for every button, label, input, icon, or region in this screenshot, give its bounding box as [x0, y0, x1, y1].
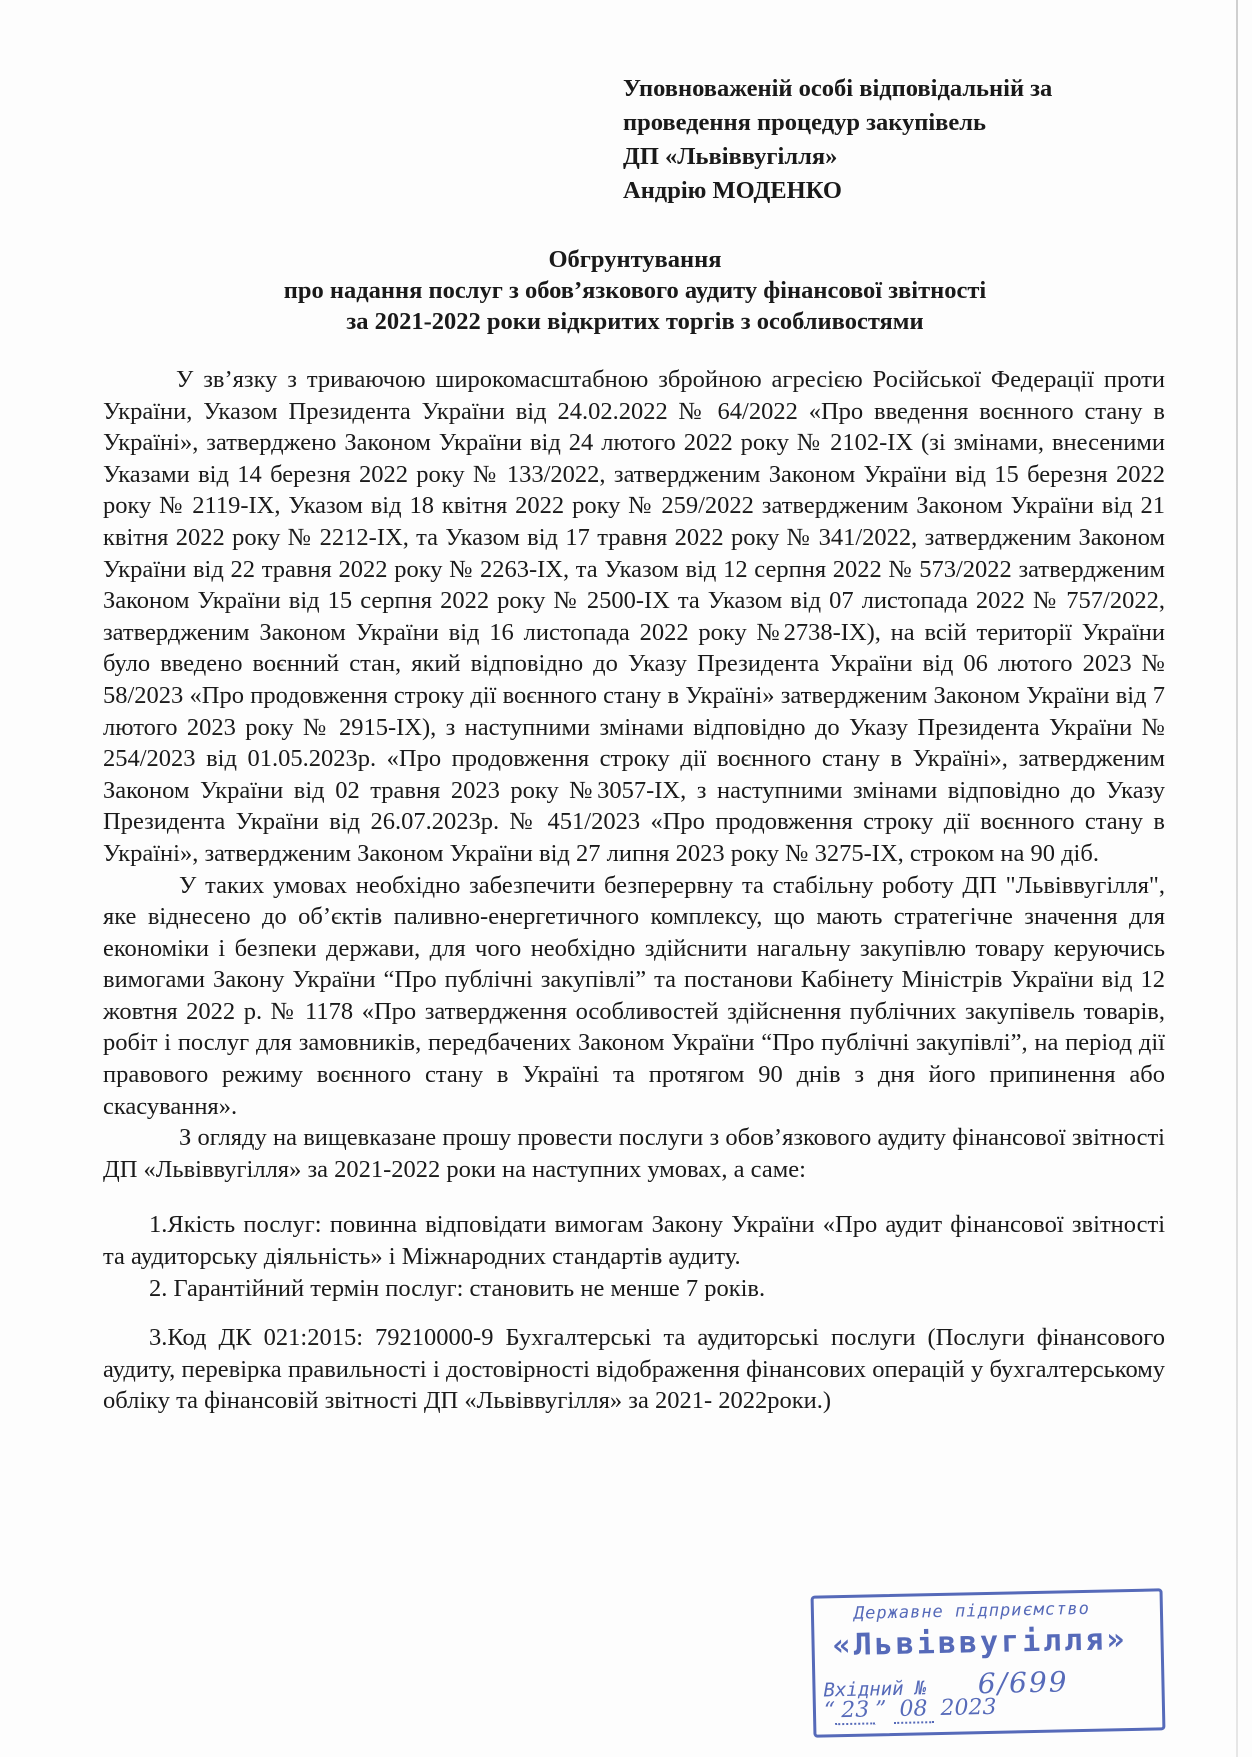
document-title: [110, 244, 1160, 337]
registration-stamp: [811, 1588, 1166, 1737]
paragraph: У таких умовах необхідно забезпечити безперервну та стабільну роботу ДП "Львіввугілля", яке віднесено до об’єктів паливно-енергетичного комплексу, що мають стратегічне значення для економіки і безпеки держави, для чого необхідно здійснити нагальну закупівлю товару керуючись вимогами Закону України “Про публічні закупівлі” та постанови Кабінету Міністрів України від 12 жовтня 2022 р. № 1178 «Про затвердження особливостей здійснення публічних закупівель товарів, робіт і послуг для замовників, передбачених Законом України “Про публічні закупівлі”, на період дії правового режиму воєнного стану в Україні та протягом 90 днів з дня його припинення або скасування».: [103, 871, 1165, 1120]
addressee-line: Уповноваженій особі відповідальній за: [623, 75, 1053, 102]
stamp-day: 23: [835, 1697, 876, 1725]
scan-edge: [1236, 0, 1238, 1757]
condition-item: 2. Гарантійний термін послуг: становить не менше 7 років.: [149, 1274, 766, 1302]
stamp-incoming-label: Вхідний №: [823, 1677, 927, 1702]
stamp-org-type: Державне підприємство: [853, 1598, 1091, 1624]
stamp-year-suffix: 23: [968, 1694, 997, 1721]
title-line: про надання послуг з обов’язкового аудиту фінансової звітності: [283, 277, 987, 304]
title-line: Обгрунтування: [548, 246, 722, 273]
addressee-line: ДП «Львіввугілля»: [623, 143, 838, 170]
paragraph: З огляду на вищевказане прошу провести послуги з обов’язкового аудиту фінансової звітності ДП «Львіввугілля» за 2021-2022 роки на наступних умовах, а саме:: [103, 1124, 1165, 1183]
title-line: за 2021-2022 роки відкритих торгів з особливостями: [346, 308, 924, 335]
condition-item: 1.Якість послуг: повинна відповідати вимогам Закону України «Про аудит фінансової звітності та аудиторську діяльність» і Міжнародних стандартів аудиту.: [103, 1211, 1165, 1271]
document-body: [103, 364, 1165, 1417]
addressee-name: Андрію МОДЕНКО: [623, 177, 842, 204]
stamp-org-name: «Львіввугілля»: [832, 1622, 1128, 1664]
stamp-month: 08: [893, 1696, 934, 1724]
addressee-line: проведення процедур закупівель: [623, 109, 986, 136]
stamp-year-prefix: 20: [940, 1695, 969, 1722]
addressee-block: [623, 72, 1183, 208]
paragraph: У зв’язку з триваючою широкомасштабною збройною агресією Російської Федерації проти України, Указом Президента України від 24.02.2022 № 64/2022 «Про введення воєнного стану в Україні», затверджено Законом України від 24 лютого 2022 року № 2102-IX (зі змінами, внесеними Указами від 14 березня 2022 року № 133/2022, затвердженим Законом України від 15 березня 2022 року № 2119-IX, Указом від 18 квітня 2022 року № 259/2022 затвердженим Законом України від 21 квітня 2022 року № 2212-IX, та Указом від 17 травня 2022 року № 341/2022, затвердженим Законом України від 22 травня 2022 року № 2263-IX, та Указом від 12 серпня 2022 № 573/2022 затвердженим Законом України від 15 серпня 2022 року № 2500-IX та Указом від 07 листопада 2022 № 757/2022, затвердженим Законом України від 16 листопада 2022 року №2738-IX), на всій території України було введено воєнний стан, який відповідно до Указу Президента України від 06 лютого 2023 № 58/2023 «Про продовження строку дії воєнного стану в Україні» затвердженим Законом України від 7 лютого 2023 року № 2915-IX), з наступними змінами відповідно до Указу Президента України № 254/2023 від 01.05.2023р. «Про продовження строку дії воєнного стану в Україні», затвердженим Законом України від 02 травня 2023 року №3057-IX, з наступними змінами відповідно до Указу Президента України від 26.07.2023р. № 451/2023 «Про продовження строку дії воєнного стану в Україні», затвердженим Законом України від 27 липня 2023 року № 3275-IX, строком на 90 діб.: [103, 366, 1165, 867]
condition-item: 3.Код ДК 021:2015: 79210000-9 Бухгалтерські та аудиторські послуги (Послуги фінансового аудиту, перевірка правильності і достовірності відображення фінансових операцій у бухгалтерському обліку та фінансовій звітності ДП «Львіввугілля» за 2021- 2022роки.): [103, 1324, 1165, 1415]
stamp-incoming-number: 6/699: [977, 1665, 1069, 1701]
stamp-date: “ 23 ” 08 2023: [823, 1694, 997, 1724]
